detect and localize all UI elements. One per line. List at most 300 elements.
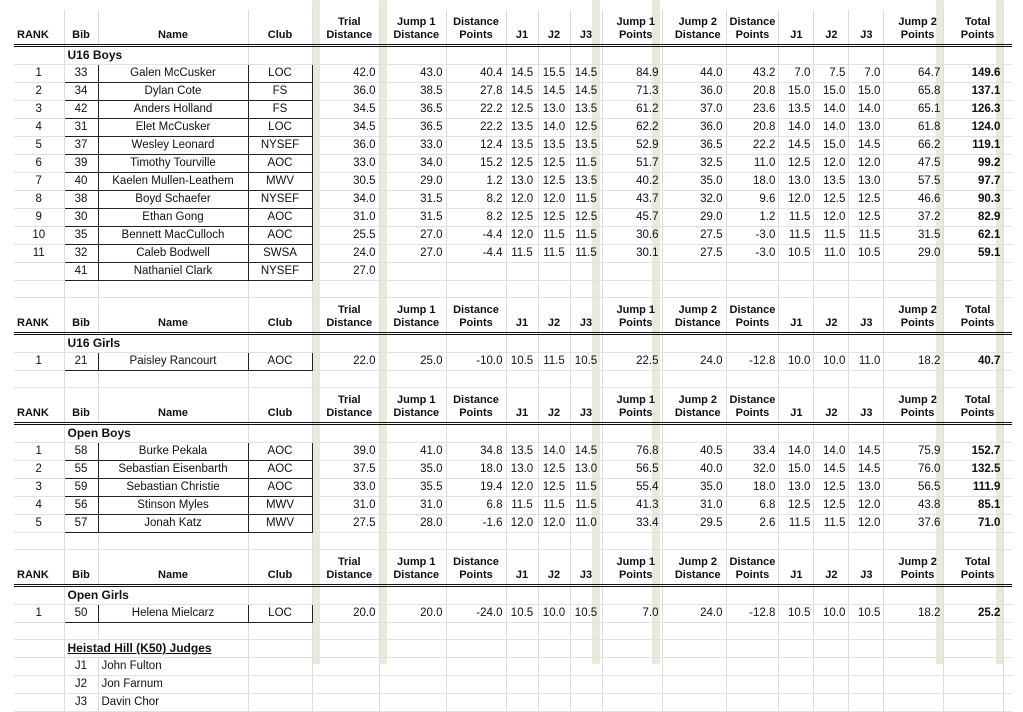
gap-cell [312,263,320,281]
header-jump1-distance [387,10,446,46]
empty-cell [446,640,506,658]
jump1-points-cell: 56.5 [610,461,662,479]
gap-cell [944,46,952,65]
athlete-row [14,497,1012,515]
category-row [14,46,1012,65]
distance-points-cell: 6.8 [446,497,506,515]
j3-cell: 11.5 [570,497,602,515]
judges-title-row [14,640,1012,658]
gap-cell [312,586,320,605]
jump1-distance-cell: 20.0 [387,605,446,623]
jump1-points-cell: 62.2 [610,119,662,137]
gap-cell [379,388,387,424]
athlete-row [14,479,1012,497]
jump1-points-cell: 51.7 [610,155,662,173]
header-trial-distance [320,298,379,334]
total-points-cell: 71.0 [952,515,1004,533]
gap-cell [602,119,610,137]
header-distance-points [446,298,506,334]
gap-cell [944,209,952,227]
j3-cell: 11.0 [570,515,602,533]
gap-cell [662,461,670,479]
distance-points-cell: -10.0 [446,353,506,371]
j3-cell: 13.5 [570,101,602,119]
gap-cell [379,245,387,263]
empty-cell [849,640,884,658]
empty-cell [320,658,379,676]
header-bib: Bib [64,388,98,424]
header-j3: J3 [849,550,884,586]
gap-cell [1004,353,1012,371]
gap-cell [1004,245,1012,263]
j2-cell: 13.5 [814,173,849,191]
j1-cell: 12.5 [506,155,538,173]
header-line: Jump 2 [678,394,717,406]
j3-cell: 12.5 [849,209,884,227]
trial-distance-cell: 36.0 [320,137,379,155]
j3-cell: 11.5 [849,227,884,245]
gap-cell [379,623,387,640]
gap-cell [379,334,387,353]
jump1-points-cell: 30.1 [610,245,662,263]
gap-cell [662,191,670,209]
gap-cell [1004,676,1012,694]
name-cell: Timothy Tourville [98,155,248,173]
j1-cell: 13.0 [506,461,538,479]
athlete-row [14,119,1012,137]
j3-cell: 12.0 [849,497,884,515]
empty-cell [446,281,506,298]
header-line: Trial [337,394,361,406]
empty-cell [670,424,726,443]
empty-cell [64,281,98,298]
gap-cell [1004,119,1012,137]
gap-cell [944,640,952,658]
results-body [14,10,1012,712]
empty-cell [610,623,662,640]
j2-cell: 12.5 [814,191,849,209]
j3-cell: 14.5 [849,443,884,461]
j2-cell: 12.5 [538,155,570,173]
empty-cell [248,46,312,65]
bib-cell: 21 [64,353,98,371]
empty-cell [726,694,779,712]
gap-cell [379,550,387,586]
header-j3: J3 [570,388,602,424]
club-cell: MWV [248,173,312,191]
empty-cell [320,281,379,298]
total-points-cell: 152.7 [952,443,1004,461]
j3-cell: 10.5 [570,353,602,371]
distance-points-cell: 20.8 [726,83,779,101]
j3-cell: 10.5 [849,245,884,263]
j1-cell: 12.5 [779,497,814,515]
gap-cell [884,10,892,46]
gap-cell [1004,263,1012,281]
athlete-row [14,191,1012,209]
gap-cell [379,281,387,298]
empty-cell [538,371,570,388]
header-line: Distance [393,569,440,581]
name-cell: Ethan Gong [98,209,248,227]
empty-cell [892,281,944,298]
j2-cell: 15.5 [538,65,570,83]
jump2-points-cell: 61.8 [892,119,944,137]
gap-cell [379,443,387,461]
empty-cell [98,623,248,640]
trial-distance-cell: 39.0 [320,443,379,461]
j2-cell: 14.0 [814,101,849,119]
header-name: Name [98,10,248,46]
judges-title: Heistad Hill (K50) Judges [64,640,248,658]
gap-cell [312,658,320,676]
j2-cell: 11.5 [814,515,849,533]
gap-cell [312,443,320,461]
header-jump1-points [610,10,662,46]
empty-cell [506,533,538,550]
rank-cell: 2 [14,461,64,479]
empty-cell [814,424,849,443]
header-distance-points [726,10,779,46]
gap-cell [312,515,320,533]
gap-cell [379,263,387,281]
gap-cell [944,65,952,83]
j1-cell: 14.0 [779,119,814,137]
gap-cell [944,101,952,119]
header-line: Distance [674,569,721,581]
j3-cell: 14.5 [849,137,884,155]
name-cell: Jonah Katz [98,515,248,533]
trial-distance-cell: 25.5 [320,227,379,245]
header-line: Points [900,407,935,419]
empty-cell [538,694,570,712]
header-bib: Bib [64,10,98,46]
gap-cell [602,65,610,83]
bib-cell: 38 [64,191,98,209]
club-cell: MWV [248,497,312,515]
empty-cell [570,46,602,65]
distance-points-cell: 12.4 [446,137,506,155]
gap-cell [662,388,670,424]
jump1-distance-cell: 38.5 [387,83,446,101]
gap-cell [662,334,670,353]
total-points-cell: 85.1 [952,497,1004,515]
empty-cell [814,658,849,676]
j1-cell: 7.0 [779,65,814,83]
gap-cell [944,191,952,209]
gap-cell [662,550,670,586]
empty-cell [849,623,884,640]
empty-cell [387,623,446,640]
gap-cell [602,533,610,550]
empty-cell [570,658,602,676]
distance-points-cell: 6.8 [726,497,779,515]
trial-distance-cell: 22.0 [320,353,379,371]
header-j2: J2 [538,298,570,334]
gap-cell [944,227,952,245]
j2-cell: 12.0 [538,191,570,209]
gap-cell [662,479,670,497]
jump2-distance-cell: 29.0 [670,209,726,227]
total-points-cell [952,263,1004,281]
trial-distance-cell: 34.0 [320,191,379,209]
gap-cell [662,119,670,137]
gap-cell [312,623,320,640]
gap-cell [884,353,892,371]
header-line: Points [960,407,995,419]
j1-cell: 10.5 [779,245,814,263]
bib-cell: 57 [64,515,98,533]
distance-points-cell: 18.0 [726,479,779,497]
empty-cell [849,658,884,676]
empty-cell [387,640,446,658]
rank-cell: 8 [14,191,64,209]
athlete-row [14,209,1012,227]
jump2-distance-cell: 37.0 [670,101,726,119]
trial-distance-cell: 33.0 [320,155,379,173]
bib-cell: 35 [64,227,98,245]
gap-cell [662,623,670,640]
gap-cell [944,658,952,676]
j1-cell: 14.0 [779,443,814,461]
jump2-points-cell: 43.8 [892,497,944,515]
header-line: Distance [393,317,440,329]
empty-cell [570,281,602,298]
header-distance-points [446,388,506,424]
header-line: Jump 1 [396,304,436,316]
header-j3: J3 [570,10,602,46]
gap-cell [312,173,320,191]
header-row [14,10,1012,46]
gap-cell [379,353,387,371]
empty-cell [14,623,64,640]
empty-cell [64,623,98,640]
blank-row [14,371,1012,388]
rank-cell: 1 [14,65,64,83]
empty-cell [670,371,726,388]
header-line: Points [960,317,995,329]
gap-cell [379,227,387,245]
blank-row [14,623,1012,640]
empty-cell [387,658,446,676]
gap-cell [884,388,892,424]
empty-cell [952,334,1004,353]
gap-cell [1004,640,1012,658]
empty-cell [248,586,312,605]
gap-cell [944,676,952,694]
empty-cell [952,586,1004,605]
empty-cell [670,46,726,65]
gap-cell [602,10,610,46]
distance-points-cell: 33.4 [726,443,779,461]
empty-cell [814,676,849,694]
gap-cell [884,640,892,658]
gap-cell [379,640,387,658]
gap-cell [379,461,387,479]
gap-cell [884,515,892,533]
header-jump1-points [610,550,662,586]
club-cell: LOC [248,65,312,83]
gap-cell [884,461,892,479]
empty-cell [320,623,379,640]
athlete-row [14,443,1012,461]
gap-cell [662,658,670,676]
empty-cell [446,623,506,640]
trial-distance-cell: 37.5 [320,461,379,479]
header-line: Distance [729,394,776,406]
jump2-distance-cell: 24.0 [670,353,726,371]
empty-cell [610,640,662,658]
j1-cell: 11.5 [506,497,538,515]
gap-cell [662,245,670,263]
header-line: Distance [729,556,776,568]
header-row [14,298,1012,334]
empty-cell [892,586,944,605]
empty-cell [248,623,312,640]
empty-cell [849,676,884,694]
header-line: Distance [453,16,499,28]
trial-distance-cell: 31.0 [320,497,379,515]
j3-cell [570,263,602,281]
j3-cell: 12.5 [570,209,602,227]
header-line: Points [735,29,770,41]
gap-cell [884,586,892,605]
header-line: Jump 2 [898,304,937,316]
jump2-distance-cell: 36.5 [670,137,726,155]
bib-cell: 56 [64,497,98,515]
trial-distance-cell: 20.0 [320,605,379,623]
total-points-cell: 124.0 [952,119,1004,137]
jump1-points-cell: 41.3 [610,497,662,515]
gap-cell [312,137,320,155]
header-total-points [952,388,1004,424]
gap-cell [662,640,670,658]
gap-cell [602,388,610,424]
header-j3: J3 [570,298,602,334]
gap-cell [602,640,610,658]
empty-cell [610,371,662,388]
jump2-points-cell: 57.5 [892,173,944,191]
empty-cell [320,46,379,65]
jump1-distance-cell: 31.5 [387,191,446,209]
header-j1: J1 [506,298,538,334]
empty-cell [726,46,779,65]
header-line: Points [618,569,653,581]
gap-cell [662,10,670,46]
j3-cell: 11.0 [849,353,884,371]
empty-cell [952,694,1004,712]
judge-code: J1 [64,658,98,676]
distance-points-cell: 43.2 [726,65,779,83]
gap-cell [1004,298,1012,334]
gap-cell [944,173,952,191]
empty-cell [779,694,814,712]
total-points-cell: 111.9 [952,479,1004,497]
gap-cell [944,353,952,371]
empty-cell [726,334,779,353]
gap-cell [1004,155,1012,173]
athlete-row [14,263,1012,281]
gap-cell [662,676,670,694]
empty-cell [849,334,884,353]
athlete-row [14,155,1012,173]
header-jump1-points [610,298,662,334]
jump2-distance-cell: 32.5 [670,155,726,173]
j3-cell: 10.5 [570,605,602,623]
j2-cell: 10.0 [814,353,849,371]
j2-cell: 13.5 [538,137,570,155]
gap-cell [602,586,610,605]
empty-cell [248,694,312,712]
header-j2: J2 [814,388,849,424]
gap-cell [662,209,670,227]
empty-cell [14,658,64,676]
gap-cell [1004,605,1012,623]
header-line: Jump 2 [678,16,717,28]
gap-cell [944,586,952,605]
gap-cell [312,533,320,550]
gap-cell [379,191,387,209]
empty-cell [538,281,570,298]
header-line: Trial [337,556,361,568]
empty-cell [726,586,779,605]
gap-cell [1004,623,1012,640]
blank-row [14,281,1012,298]
name-cell: Nathaniel Clark [98,263,248,281]
gap-cell [662,605,670,623]
empty-cell [814,371,849,388]
empty-cell [892,658,944,676]
j3-cell: 14.5 [570,65,602,83]
j1-cell: 10.5 [779,605,814,623]
gap-cell [602,515,610,533]
empty-cell [248,424,312,443]
gap-cell [312,424,320,443]
gap-cell [379,173,387,191]
gap-cell [312,281,320,298]
bib-cell: 37 [64,137,98,155]
header-line: Points [900,317,935,329]
bib-cell: 34 [64,83,98,101]
club-cell: NYSEF [248,191,312,209]
j2-cell: 14.0 [538,443,570,461]
distance-points-cell: -3.0 [726,227,779,245]
gap-cell [944,550,952,586]
gap-cell [884,137,892,155]
header-jump2-distance [670,298,726,334]
empty-cell [14,533,64,550]
jump1-distance-cell [387,263,446,281]
distance-points-cell: -24.0 [446,605,506,623]
header-trial-distance [320,550,379,586]
j2-cell: 12.0 [814,155,849,173]
gap-cell [602,461,610,479]
empty-cell [892,424,944,443]
empty-cell [670,623,726,640]
empty-cell [610,334,662,353]
distance-points-cell: 27.8 [446,83,506,101]
header-distance-points [726,388,779,424]
total-points-cell: 99.2 [952,155,1004,173]
gap-cell [944,119,952,137]
gap-cell [662,586,670,605]
header-line: Distance [326,29,373,41]
gap-cell [379,479,387,497]
empty-cell [814,281,849,298]
club-cell: AOC [248,227,312,245]
header-jump2-points [892,388,944,424]
jump2-points-cell: 64.7 [892,65,944,83]
